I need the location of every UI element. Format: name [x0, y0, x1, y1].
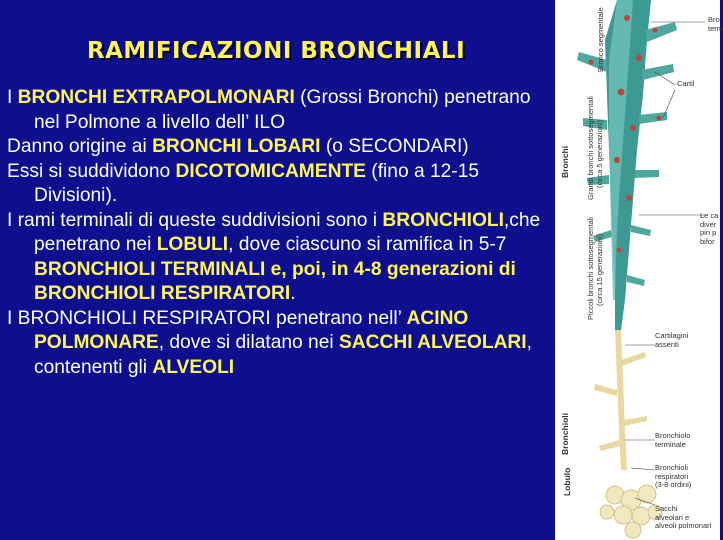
- le-ca-label: Le ca diver pin p bifor: [700, 211, 719, 246]
- highlighted-term: ALVEOLI: [152, 356, 235, 378]
- body-text-run: ,che penetrano nei: [34, 209, 541, 255]
- slide-body: [7, 86, 547, 380]
- grandi-bronchi-label: Grandi bronchi sottosegmentali: [586, 96, 595, 200]
- highlighted-term: BRONCHI EXTRAPOLMONARI: [17, 87, 295, 108]
- alveolar-sacs: [600, 485, 662, 538]
- highlighted-term: SACCHI ALVEOLARI: [339, 332, 527, 353]
- highlighted-term: BRONCHIOLI TERMINALI e, poi, in 4-8 generazioni di BRONCHIOLI RESPIRATORI: [34, 258, 516, 304]
- body-paragraph: [7, 160, 547, 209]
- sacchi-alveolari-label: Sacchi alveolari e alveoli polmonari: [655, 504, 712, 530]
- body-paragraph: [7, 307, 547, 381]
- slide-title: RAMIFICAZIONI BRONCHIALI: [86, 38, 466, 64]
- body-paragraph: [7, 209, 547, 307]
- highlighted-term: DICOTOMICAMENTE: [175, 160, 366, 182]
- cartilagine-label: Cartil: [677, 79, 695, 88]
- bronchial-tree-drawing: [555, 0, 720, 540]
- bronchi-group-label: Bronchi: [560, 145, 570, 178]
- body-paragraph: [7, 86, 547, 135]
- body-text-run: I BRONCHIOLI RESPIRATORI penetrano nell’: [7, 307, 407, 329]
- highlighted-term: BRONCHI LOBARI: [152, 136, 321, 157]
- piccoli-bronchi-label: Piccoli bronchi sottosegmentali: [586, 217, 595, 320]
- highlighted-term: ACINO POLMONARE: [34, 307, 469, 353]
- top-right-label: Bro term: [708, 15, 723, 33]
- body-text-run: (fino a 12-15 Divisioni).: [34, 160, 480, 206]
- body-text-run: , contenenti gli: [34, 332, 532, 378]
- piccoli-bronchi-note: (circa 15 generazioni): [595, 233, 604, 306]
- body-paragraph: [7, 135, 547, 160]
- bronchioli-group-label: Bronchioli: [560, 412, 570, 455]
- cartilagini-assenti-label: Cartilagini assenti: [655, 331, 689, 349]
- bronchiolo-terminale-label: Bronchiolo terminale: [655, 431, 691, 449]
- bronchial-tree-illustration: [555, 0, 723, 540]
- body-text-run: I rami terminali di queste suddivisioni sono i: [7, 209, 383, 231]
- highlighted-term: BRONCHIOLI: [382, 209, 504, 231]
- body-text-run: .: [290, 283, 296, 304]
- bronchiole-stem: [594, 330, 647, 470]
- body-text-run: , dove si dilatano nei: [158, 332, 339, 353]
- body-text-run: I: [7, 87, 18, 108]
- body-text-run: , dove ciascuno si ramifica in 5-7: [228, 234, 507, 255]
- highlighted-term: LOBULI: [156, 234, 229, 255]
- body-text-run: (Grossi Bronchi) penetrano nel Polmone a livello dell’ ILO: [34, 87, 531, 133]
- grandi-bronchi-note: (circa 5 generazioni): [595, 120, 604, 188]
- bronchioli-respiratori-label: Bronchioli respiratori (3-8 ordini): [655, 463, 692, 489]
- body-text-run: (o SECONDARI): [320, 136, 469, 157]
- body-text-run: Danno origine ai: [7, 136, 153, 157]
- body-text-run: Essi si suddividono: [7, 160, 176, 182]
- bronco-segmentale-label: Bronco segmentale: [596, 7, 605, 72]
- lobulo-label: Lobulo: [562, 467, 572, 496]
